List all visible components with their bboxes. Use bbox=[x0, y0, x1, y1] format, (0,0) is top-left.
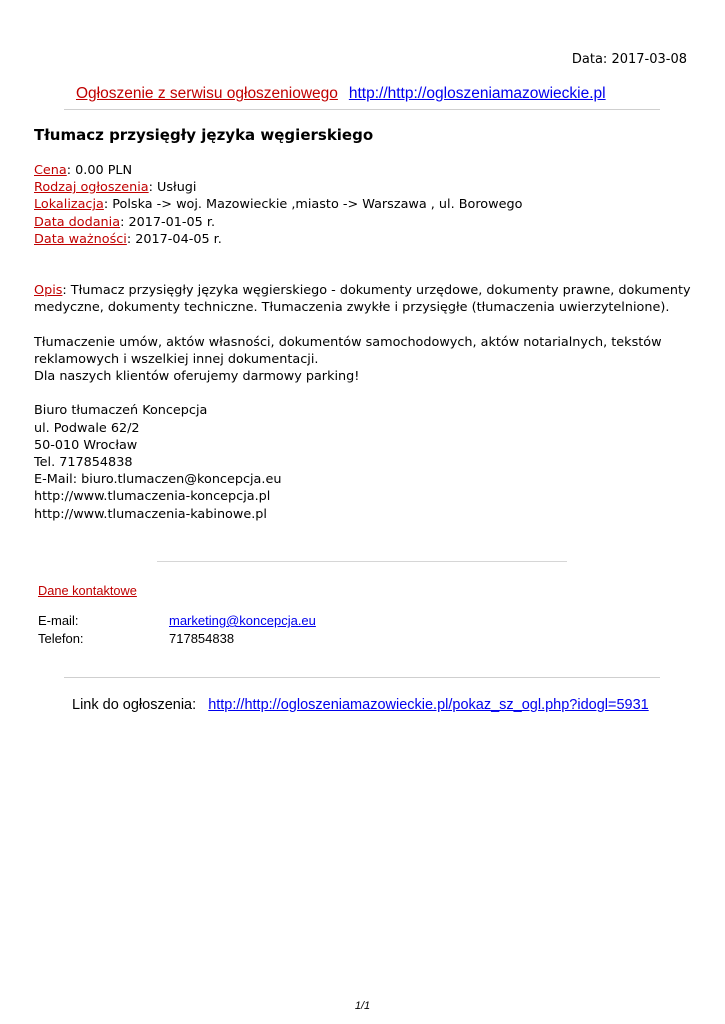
listing-link-row bbox=[72, 697, 649, 713]
description-line: Tel. 717854838 bbox=[34, 455, 133, 470]
description-line: http://www.tlumaczenia-kabinowe.pl bbox=[34, 506, 267, 522]
description-gap bbox=[34, 385, 694, 402]
field-category-label: Rodzaj ogłoszenia bbox=[34, 180, 149, 196]
divider-middle bbox=[157, 561, 567, 562]
field-price-value: : 0.00 PLN bbox=[66, 163, 133, 178]
source-link[interactable]: http://http://ogloszeniamazowieckie.pl bbox=[348, 85, 606, 102]
description-line: Dla naszych klientów oferujemy darmowy parking! bbox=[34, 369, 360, 384]
description-line: Biuro tłumaczeń Koncepcja bbox=[34, 403, 208, 419]
divider-bottom bbox=[64, 677, 660, 678]
document-date: Data: 2017-03-08 bbox=[571, 52, 687, 67]
field-category-value: : Usługi bbox=[148, 180, 197, 196]
description-line: ul. Podwale 62/2 bbox=[34, 420, 140, 436]
field-expiry-value: : 2017-04-05 r. bbox=[126, 231, 222, 247]
description-line: reklamowych i wszelkiej innej dokumentacji. bbox=[34, 351, 319, 367]
contact-phone-row bbox=[38, 630, 316, 648]
description-line: 50-010 Wrocław bbox=[34, 437, 138, 453]
field-location-value: : Polska -> woj. Mazowieckie ,miasto -> Warszawa , ul. Borowego bbox=[103, 197, 523, 213]
field-date-added-label: Data dodania bbox=[34, 214, 121, 230]
contact-table bbox=[38, 612, 316, 648]
description-line: Tłumaczenie umów, aktów własności, dokumentów samochodowych, aktów notarialnych, tekstów bbox=[34, 334, 662, 350]
field-date-added-value: : 2017-01-05 r. bbox=[120, 214, 216, 230]
listing-title: Tłumacz przysięgły języka węgierskiego bbox=[34, 126, 374, 144]
field-date-added bbox=[34, 214, 522, 231]
page-number: 1/1 bbox=[354, 1000, 371, 1012]
field-price bbox=[34, 162, 522, 179]
description-gap bbox=[34, 316, 694, 333]
field-price-label: Cena bbox=[34, 163, 67, 178]
listing-description bbox=[34, 282, 694, 523]
field-category bbox=[34, 179, 522, 196]
source-row bbox=[76, 84, 606, 103]
contact-email-label: E-mail: bbox=[38, 613, 79, 628]
divider-top bbox=[64, 109, 660, 110]
description-line: http://www.tlumaczenia-koncepcja.pl bbox=[34, 489, 271, 505]
description-line: medyczne, dokumenty techniczne. Tłumaczenia zwykłe i przysięgłe (tłumaczenia uwierzytelnione). bbox=[34, 300, 670, 316]
contact-email-row bbox=[38, 612, 316, 630]
description-line: Opis: Tłumacz przysięgły języka węgierskiego - dokumenty urzędowe, dokumenty prawne, dokumenty bbox=[34, 283, 691, 298]
listing-link-label: Link do ogłoszenia: bbox=[72, 697, 197, 713]
description-line: E-Mail: biuro.tlumaczen@koncepcja.eu bbox=[34, 472, 282, 488]
field-location-label: Lokalizacja bbox=[34, 197, 104, 213]
contact-heading: Dane kontaktowe bbox=[38, 583, 137, 598]
description-label: Opis bbox=[34, 283, 63, 298]
contact-phone-value: 717854838 bbox=[169, 631, 235, 646]
listing-fields bbox=[34, 162, 522, 248]
contact-email-link[interactable]: marketing@koncepcja.eu bbox=[169, 613, 316, 628]
field-expiry-label: Data ważności bbox=[34, 231, 127, 247]
source-label: Ogłoszenie z serwisu ogłoszeniowego bbox=[76, 85, 338, 102]
contact-phone-label: Telefon: bbox=[38, 631, 84, 646]
listing-link[interactable]: http://http://ogloszeniamazowieckie.pl/pokaz_sz_ogl.php?idogl=5931 bbox=[208, 697, 649, 713]
field-location bbox=[34, 196, 522, 213]
field-expiry bbox=[34, 231, 522, 248]
